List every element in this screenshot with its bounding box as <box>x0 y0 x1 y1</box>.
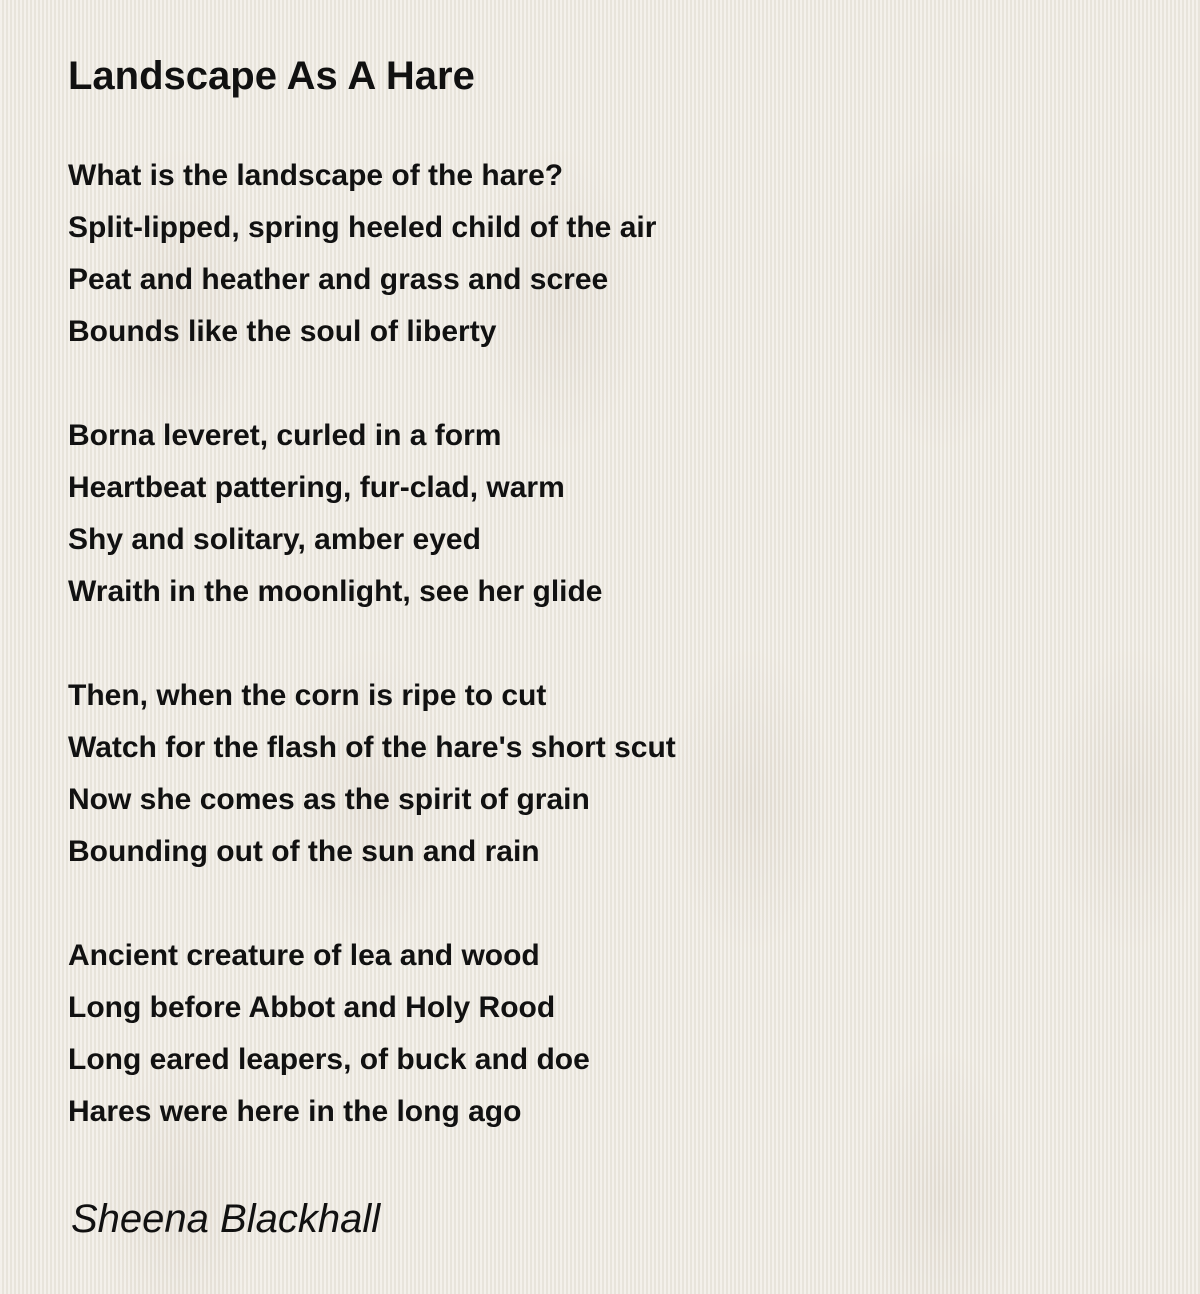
poem-line: Then, when the corn is ripe to cut <box>68 679 547 712</box>
poem-line: Now she comes as the spirit of grain <box>68 783 590 816</box>
stanza-4 <box>68 930 1168 1138</box>
poem-line: What is the landscape of the hare? <box>68 159 564 192</box>
poem-line: Wraith in the moonlight, see her glide <box>68 575 603 608</box>
poem-author: Sheena Blackhall <box>71 1197 381 1241</box>
poem-line: Bounds like the soul of liberty <box>68 315 497 348</box>
poem-line: Split-lipped, spring heeled child of the air <box>68 211 657 244</box>
stanza-2 <box>68 410 1168 618</box>
poem-line: Bounding out of the sun and rain <box>68 835 540 868</box>
poem-line: Long before Abbot and Holy Rood <box>68 991 556 1024</box>
poem-line: Borna leveret, curled in a form <box>68 419 502 452</box>
poem-line: Ancient creature of lea and wood <box>68 939 540 972</box>
poem-line: Peat and heather and grass and scree <box>68 263 609 296</box>
poem-line: Watch for the flash of the hare's short scut <box>68 731 676 764</box>
poem-title: Landscape As A Hare <box>68 54 475 98</box>
poem-body <box>68 150 1168 1138</box>
poem-line: Heartbeat pattering, fur-clad, warm <box>68 471 565 504</box>
poem-line: Shy and solitary, amber eyed <box>68 523 481 556</box>
stanza-1 <box>68 150 1168 358</box>
poem-line: Hares were here in the long ago <box>68 1095 522 1128</box>
poem-line: Long eared leapers, of buck and doe <box>68 1043 590 1076</box>
stanza-3 <box>68 670 1168 878</box>
